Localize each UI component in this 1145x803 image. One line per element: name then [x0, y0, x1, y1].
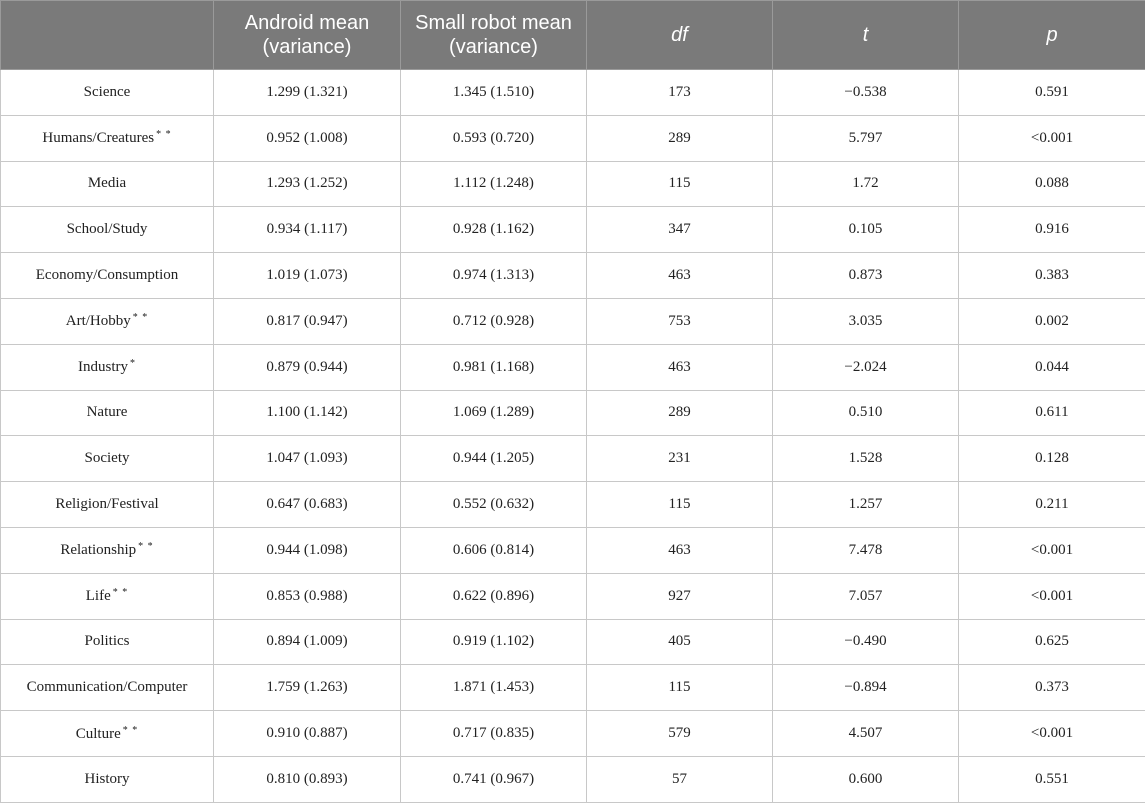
- cell-category: [1, 573, 214, 619]
- cell-category: [1, 207, 214, 253]
- table-body: [1, 70, 1145, 803]
- cell-t: 5.797: [773, 115, 959, 161]
- cell-small-robot-mean: 0.606 (0.814): [401, 527, 587, 573]
- cell-t: 0.873: [773, 253, 959, 299]
- cell-p: 0.088: [959, 161, 1145, 207]
- cell-category: [1, 253, 214, 299]
- cell-small-robot-mean: 1.112 (1.248): [401, 161, 587, 207]
- cell-android-mean: 0.647 (0.683): [214, 482, 401, 528]
- category-label: Religion/Festival: [55, 496, 158, 512]
- category-label: Science: [84, 84, 131, 100]
- category-label: Society: [85, 450, 130, 466]
- category-label: Humans/Creatures: [42, 130, 154, 146]
- cell-p: 0.611: [959, 390, 1145, 436]
- cell-p: 0.002: [959, 298, 1145, 344]
- cell-t: −0.894: [773, 665, 959, 711]
- cell-small-robot-mean: 0.944 (1.205): [401, 436, 587, 482]
- header-category: [1, 1, 214, 70]
- cell-category: [1, 344, 214, 390]
- table-row: [1, 482, 1145, 528]
- cell-small-robot-mean: 0.928 (1.162): [401, 207, 587, 253]
- cell-t: 0.600: [773, 756, 959, 802]
- cell-category: [1, 619, 214, 665]
- cell-p: 0.916: [959, 207, 1145, 253]
- cell-category: [1, 298, 214, 344]
- cell-t: 1.72: [773, 161, 959, 207]
- cell-android-mean: 1.019 (1.073): [214, 253, 401, 299]
- cell-t: 3.035: [773, 298, 959, 344]
- header-android-mean: Android mean (variance): [214, 1, 401, 70]
- cell-df: 57: [587, 756, 773, 802]
- cell-android-mean: 0.944 (1.098): [214, 527, 401, 573]
- table-row: [1, 161, 1145, 207]
- cell-df: 347: [587, 207, 773, 253]
- cell-p: 0.128: [959, 436, 1145, 482]
- cell-android-mean: 0.952 (1.008): [214, 115, 401, 161]
- cell-df: 463: [587, 253, 773, 299]
- cell-p: 0.383: [959, 253, 1145, 299]
- cell-android-mean: 0.910 (0.887): [214, 711, 401, 757]
- cell-t: −0.538: [773, 70, 959, 116]
- cell-p: <0.001: [959, 573, 1145, 619]
- cell-android-mean: 1.299 (1.321): [214, 70, 401, 116]
- cell-df: 463: [587, 527, 773, 573]
- table-header: [1, 1, 1145, 70]
- header-t: t: [773, 1, 959, 70]
- category-label: Culture: [76, 726, 121, 742]
- cell-small-robot-mean: 0.741 (0.967): [401, 756, 587, 802]
- cell-small-robot-mean: 0.593 (0.720): [401, 115, 587, 161]
- cell-df: 115: [587, 161, 773, 207]
- cell-p: 0.625: [959, 619, 1145, 665]
- cell-t: 0.105: [773, 207, 959, 253]
- cell-p: <0.001: [959, 527, 1145, 573]
- cell-small-robot-mean: 0.622 (0.896): [401, 573, 587, 619]
- significance-marker: * *: [138, 541, 154, 552]
- cell-df: 231: [587, 436, 773, 482]
- header-small-robot-mean: Small robot mean (variance): [401, 1, 587, 70]
- cell-category: [1, 115, 214, 161]
- cell-p: 0.551: [959, 756, 1145, 802]
- cell-df: 927: [587, 573, 773, 619]
- cell-t: 1.257: [773, 482, 959, 528]
- cell-android-mean: 1.293 (1.252): [214, 161, 401, 207]
- table-row: [1, 573, 1145, 619]
- cell-small-robot-mean: 0.919 (1.102): [401, 619, 587, 665]
- cell-category: [1, 665, 214, 711]
- cell-df: 289: [587, 115, 773, 161]
- cell-p: 0.373: [959, 665, 1145, 711]
- cell-df: 753: [587, 298, 773, 344]
- cell-p: 0.044: [959, 344, 1145, 390]
- table-row: [1, 527, 1145, 573]
- cell-category: [1, 70, 214, 116]
- cell-small-robot-mean: 1.069 (1.289): [401, 390, 587, 436]
- cell-category: [1, 482, 214, 528]
- category-label: School/Study: [67, 221, 148, 237]
- cell-p: <0.001: [959, 711, 1145, 757]
- category-label: Politics: [84, 633, 129, 649]
- cell-category: [1, 390, 214, 436]
- category-label: Media: [88, 175, 126, 191]
- table-row: [1, 115, 1145, 161]
- significance-marker: * *: [113, 587, 129, 598]
- cell-small-robot-mean: 0.981 (1.168): [401, 344, 587, 390]
- category-label: Economy/Consumption: [36, 267, 179, 283]
- cell-p: 0.211: [959, 482, 1145, 528]
- table-row: [1, 711, 1145, 757]
- cell-category: [1, 527, 214, 573]
- significance-marker: * *: [156, 129, 172, 140]
- cell-category: [1, 711, 214, 757]
- category-label: Relationship: [60, 542, 136, 558]
- header-p: p: [959, 1, 1145, 70]
- table-row: [1, 756, 1145, 802]
- cell-android-mean: 0.894 (1.009): [214, 619, 401, 665]
- category-label: Nature: [87, 404, 128, 420]
- table-row: [1, 298, 1145, 344]
- cell-small-robot-mean: 0.717 (0.835): [401, 711, 587, 757]
- cell-df: 463: [587, 344, 773, 390]
- table-row: [1, 390, 1145, 436]
- cell-android-mean: 1.100 (1.142): [214, 390, 401, 436]
- cell-p: 0.591: [959, 70, 1145, 116]
- cell-df: 405: [587, 619, 773, 665]
- cell-t: 1.528: [773, 436, 959, 482]
- table-row: [1, 344, 1145, 390]
- table-row: [1, 436, 1145, 482]
- cell-android-mean: 0.934 (1.117): [214, 207, 401, 253]
- cell-df: 579: [587, 711, 773, 757]
- cell-android-mean: 1.047 (1.093): [214, 436, 401, 482]
- cell-category: [1, 161, 214, 207]
- cell-category: [1, 756, 214, 802]
- category-label: Industry: [78, 359, 128, 375]
- cell-t: 7.478: [773, 527, 959, 573]
- table-row: [1, 70, 1145, 116]
- table-row: [1, 253, 1145, 299]
- significance-marker: *: [130, 358, 136, 369]
- cell-df: 289: [587, 390, 773, 436]
- header-df: df: [587, 1, 773, 70]
- cell-df: 115: [587, 482, 773, 528]
- cell-android-mean: 0.810 (0.893): [214, 756, 401, 802]
- category-label: History: [85, 771, 130, 787]
- table-row: [1, 207, 1145, 253]
- cell-t: −2.024: [773, 344, 959, 390]
- cell-df: 115: [587, 665, 773, 711]
- cell-android-mean: 1.759 (1.263): [214, 665, 401, 711]
- category-label: Art/Hobby: [66, 313, 131, 329]
- significance-marker: * *: [123, 725, 139, 736]
- cell-small-robot-mean: 0.712 (0.928): [401, 298, 587, 344]
- cell-small-robot-mean: 1.871 (1.453): [401, 665, 587, 711]
- table-row: [1, 619, 1145, 665]
- cell-df: 173: [587, 70, 773, 116]
- category-label: Life: [86, 588, 111, 604]
- cell-p: <0.001: [959, 115, 1145, 161]
- cell-category: [1, 436, 214, 482]
- cell-android-mean: 0.817 (0.947): [214, 298, 401, 344]
- significance-marker: * *: [133, 312, 149, 323]
- category-label: Communication/Computer: [27, 679, 188, 695]
- cell-small-robot-mean: 0.974 (1.313): [401, 253, 587, 299]
- cell-android-mean: 0.853 (0.988): [214, 573, 401, 619]
- cell-small-robot-mean: 0.552 (0.632): [401, 482, 587, 528]
- cell-android-mean: 0.879 (0.944): [214, 344, 401, 390]
- cell-t: −0.490: [773, 619, 959, 665]
- cell-t: 0.510: [773, 390, 959, 436]
- cell-t: 4.507: [773, 711, 959, 757]
- table-row: [1, 665, 1145, 711]
- cell-t: 7.057: [773, 573, 959, 619]
- cell-small-robot-mean: 1.345 (1.510): [401, 70, 587, 116]
